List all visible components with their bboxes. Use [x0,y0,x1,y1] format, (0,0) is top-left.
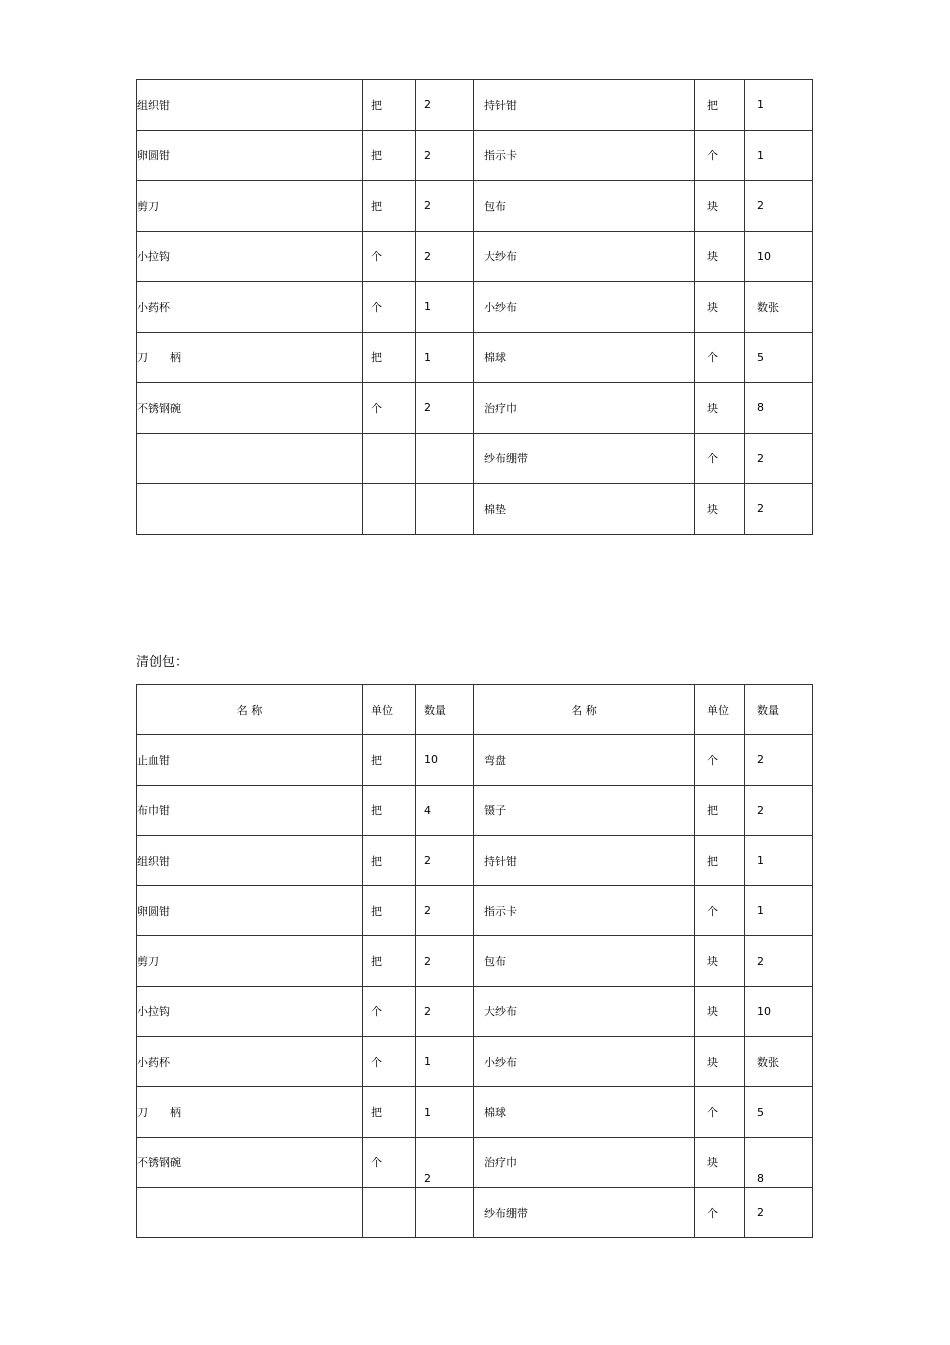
item-name-right: 治疗巾 [474,1137,695,1187]
item-unit-right: 个 [695,130,745,181]
item-qty-left: 4 [416,785,474,835]
item-unit-left: 把 [363,735,416,785]
table-row [137,986,813,1036]
item-unit-right: 块 [695,1137,745,1187]
item-name-left [137,1187,363,1237]
item-qty-right: 1 [745,130,813,181]
item-qty-right: 2 [745,1187,813,1237]
table-row [137,1187,813,1237]
item-name-right: 纱布绷带 [474,433,695,484]
item-qty-right: 2 [745,936,813,986]
table-row [137,735,813,785]
item-unit-left: 把 [363,835,416,885]
item-qty-right: 8 [745,383,813,434]
table-row [137,835,813,885]
item-unit-right: 块 [695,282,745,333]
item-name-left: 剪刀 [137,936,363,986]
item-unit-left [363,433,416,484]
item-qty-left: 10 [416,735,474,785]
item-unit-right: 块 [695,383,745,434]
item-unit-right: 块 [695,986,745,1036]
item-qty-right: 10 [745,986,813,1036]
item-name-left: 刀 柄 [137,332,363,383]
item-unit-right: 个 [695,1187,745,1237]
item-name-right: 持针钳 [474,835,695,885]
item-unit-right: 个 [695,433,745,484]
item-qty-left: 2 [416,886,474,936]
instrument-table-1 [136,79,813,535]
item-name-left: 小拉钩 [137,231,363,282]
item-name-left: 卵圆钳 [137,130,363,181]
item-qty-left [416,484,474,535]
item-name-left: 小药杯 [137,1037,363,1087]
item-qty-right: 1 [745,835,813,885]
item-qty-right: 数张 [745,1037,813,1087]
item-qty-left: 2 [416,231,474,282]
table-row [137,886,813,936]
item-qty-right: 2 [745,433,813,484]
item-qty-left [416,1187,474,1237]
item-unit-right: 个 [695,332,745,383]
item-unit-right: 块 [695,181,745,232]
item-unit-left: 个 [363,1137,416,1187]
item-name-right: 小纱布 [474,282,695,333]
item-unit-left: 把 [363,785,416,835]
item-name-right: 小纱布 [474,1037,695,1087]
item-unit-left: 个 [363,986,416,1036]
section-title: 清创包： [136,655,189,670]
item-qty-right: 2 [745,484,813,535]
item-name-right: 指示卡 [474,886,695,936]
item-name-left: 止血钳 [137,735,363,785]
item-name-right: 棉垫 [474,484,695,535]
table-row [137,433,813,484]
item-unit-right: 块 [695,231,745,282]
item-unit-right: 把 [695,835,745,885]
item-name-right: 指示卡 [474,130,695,181]
header-name-right: 名 称 [474,685,695,735]
item-unit-right: 个 [695,735,745,785]
item-name-left: 不锈钢碗 [137,1137,363,1187]
item-name-left: 组织钳 [137,835,363,885]
table-row [137,1137,813,1187]
item-qty-right: 10 [745,231,813,282]
item-name-right: 大纱布 [474,986,695,1036]
table-row [137,1087,813,1137]
header-unit-left: 单位 [363,685,416,735]
item-unit-left: 把 [363,332,416,383]
item-unit-left: 个 [363,231,416,282]
item-unit-left: 把 [363,1087,416,1137]
item-name-right: 弯盘 [474,735,695,785]
item-qty-left: 2 [416,383,474,434]
item-unit-left [363,1187,416,1237]
item-name-left: 刀 柄 [137,1087,363,1137]
item-unit-right: 块 [695,484,745,535]
item-unit-left: 个 [363,1037,416,1087]
item-name-right: 包布 [474,181,695,232]
item-unit-right: 个 [695,1087,745,1137]
item-qty-right: 8 [745,1137,813,1187]
item-unit-right: 块 [695,936,745,986]
item-name-left: 小药杯 [137,282,363,333]
header-qty-left: 数量 [416,685,474,735]
item-qty-left: 1 [416,1037,474,1087]
item-name-right: 棉球 [474,332,695,383]
item-qty-right: 1 [745,886,813,936]
table-row [137,181,813,232]
item-name-right: 棉球 [474,1087,695,1137]
table-row [137,785,813,835]
item-qty-left: 2 [416,936,474,986]
item-name-left [137,433,363,484]
item-qty-right: 5 [745,1087,813,1137]
table-row [137,936,813,986]
item-qty-left: 2 [416,80,474,131]
table-row [137,332,813,383]
table-row [137,231,813,282]
item-unit-right: 块 [695,1037,745,1087]
item-unit-left: 把 [363,886,416,936]
item-unit-left [363,484,416,535]
item-unit-right: 个 [695,886,745,936]
item-name-right: 持针钳 [474,80,695,131]
item-qty-left: 1 [416,282,474,333]
table-body [137,685,813,1238]
item-unit-left: 把 [363,936,416,986]
debridement-kit-table [136,684,813,1238]
item-qty-left: 1 [416,332,474,383]
item-unit-left: 把 [363,130,416,181]
header-name-left: 名 称 [137,685,363,735]
item-qty-right: 1 [745,80,813,131]
item-name-right: 镊子 [474,785,695,835]
item-qty-left: 2 [416,1137,474,1187]
item-qty-right: 数张 [745,282,813,333]
item-name-left: 布巾钳 [137,785,363,835]
item-qty-left: 2 [416,181,474,232]
item-name-left: 卵圆钳 [137,886,363,936]
table-row [137,383,813,434]
header-qty-right: 数量 [745,685,813,735]
item-unit-left: 把 [363,181,416,232]
item-name-left [137,484,363,535]
header-unit-right: 单位 [695,685,745,735]
table-row [137,80,813,131]
item-name-left: 不锈钢碗 [137,383,363,434]
item-qty-right: 2 [745,735,813,785]
item-qty-left: 1 [416,1087,474,1137]
item-unit-right: 把 [695,785,745,835]
item-qty-left: 2 [416,130,474,181]
item-unit-left: 个 [363,282,416,333]
item-name-left: 剪刀 [137,181,363,232]
item-qty-right: 2 [745,181,813,232]
item-name-left: 组织钳 [137,80,363,131]
item-qty-right: 5 [745,332,813,383]
table-row [137,484,813,535]
item-unit-right: 把 [695,80,745,131]
item-name-right: 治疗巾 [474,383,695,434]
table-body [137,80,813,535]
item-unit-left: 把 [363,80,416,131]
item-name-right: 包布 [474,936,695,986]
item-qty-left: 2 [416,986,474,1036]
table-header-row [137,685,813,735]
item-qty-left [416,433,474,484]
item-unit-left: 个 [363,383,416,434]
table-row [137,282,813,333]
table-row [137,130,813,181]
item-qty-left: 2 [416,835,474,885]
item-name-right: 大纱布 [474,231,695,282]
item-qty-right: 2 [745,785,813,835]
item-name-left: 小拉钩 [137,986,363,1036]
item-name-right: 纱布绷带 [474,1187,695,1237]
table-row [137,1037,813,1087]
